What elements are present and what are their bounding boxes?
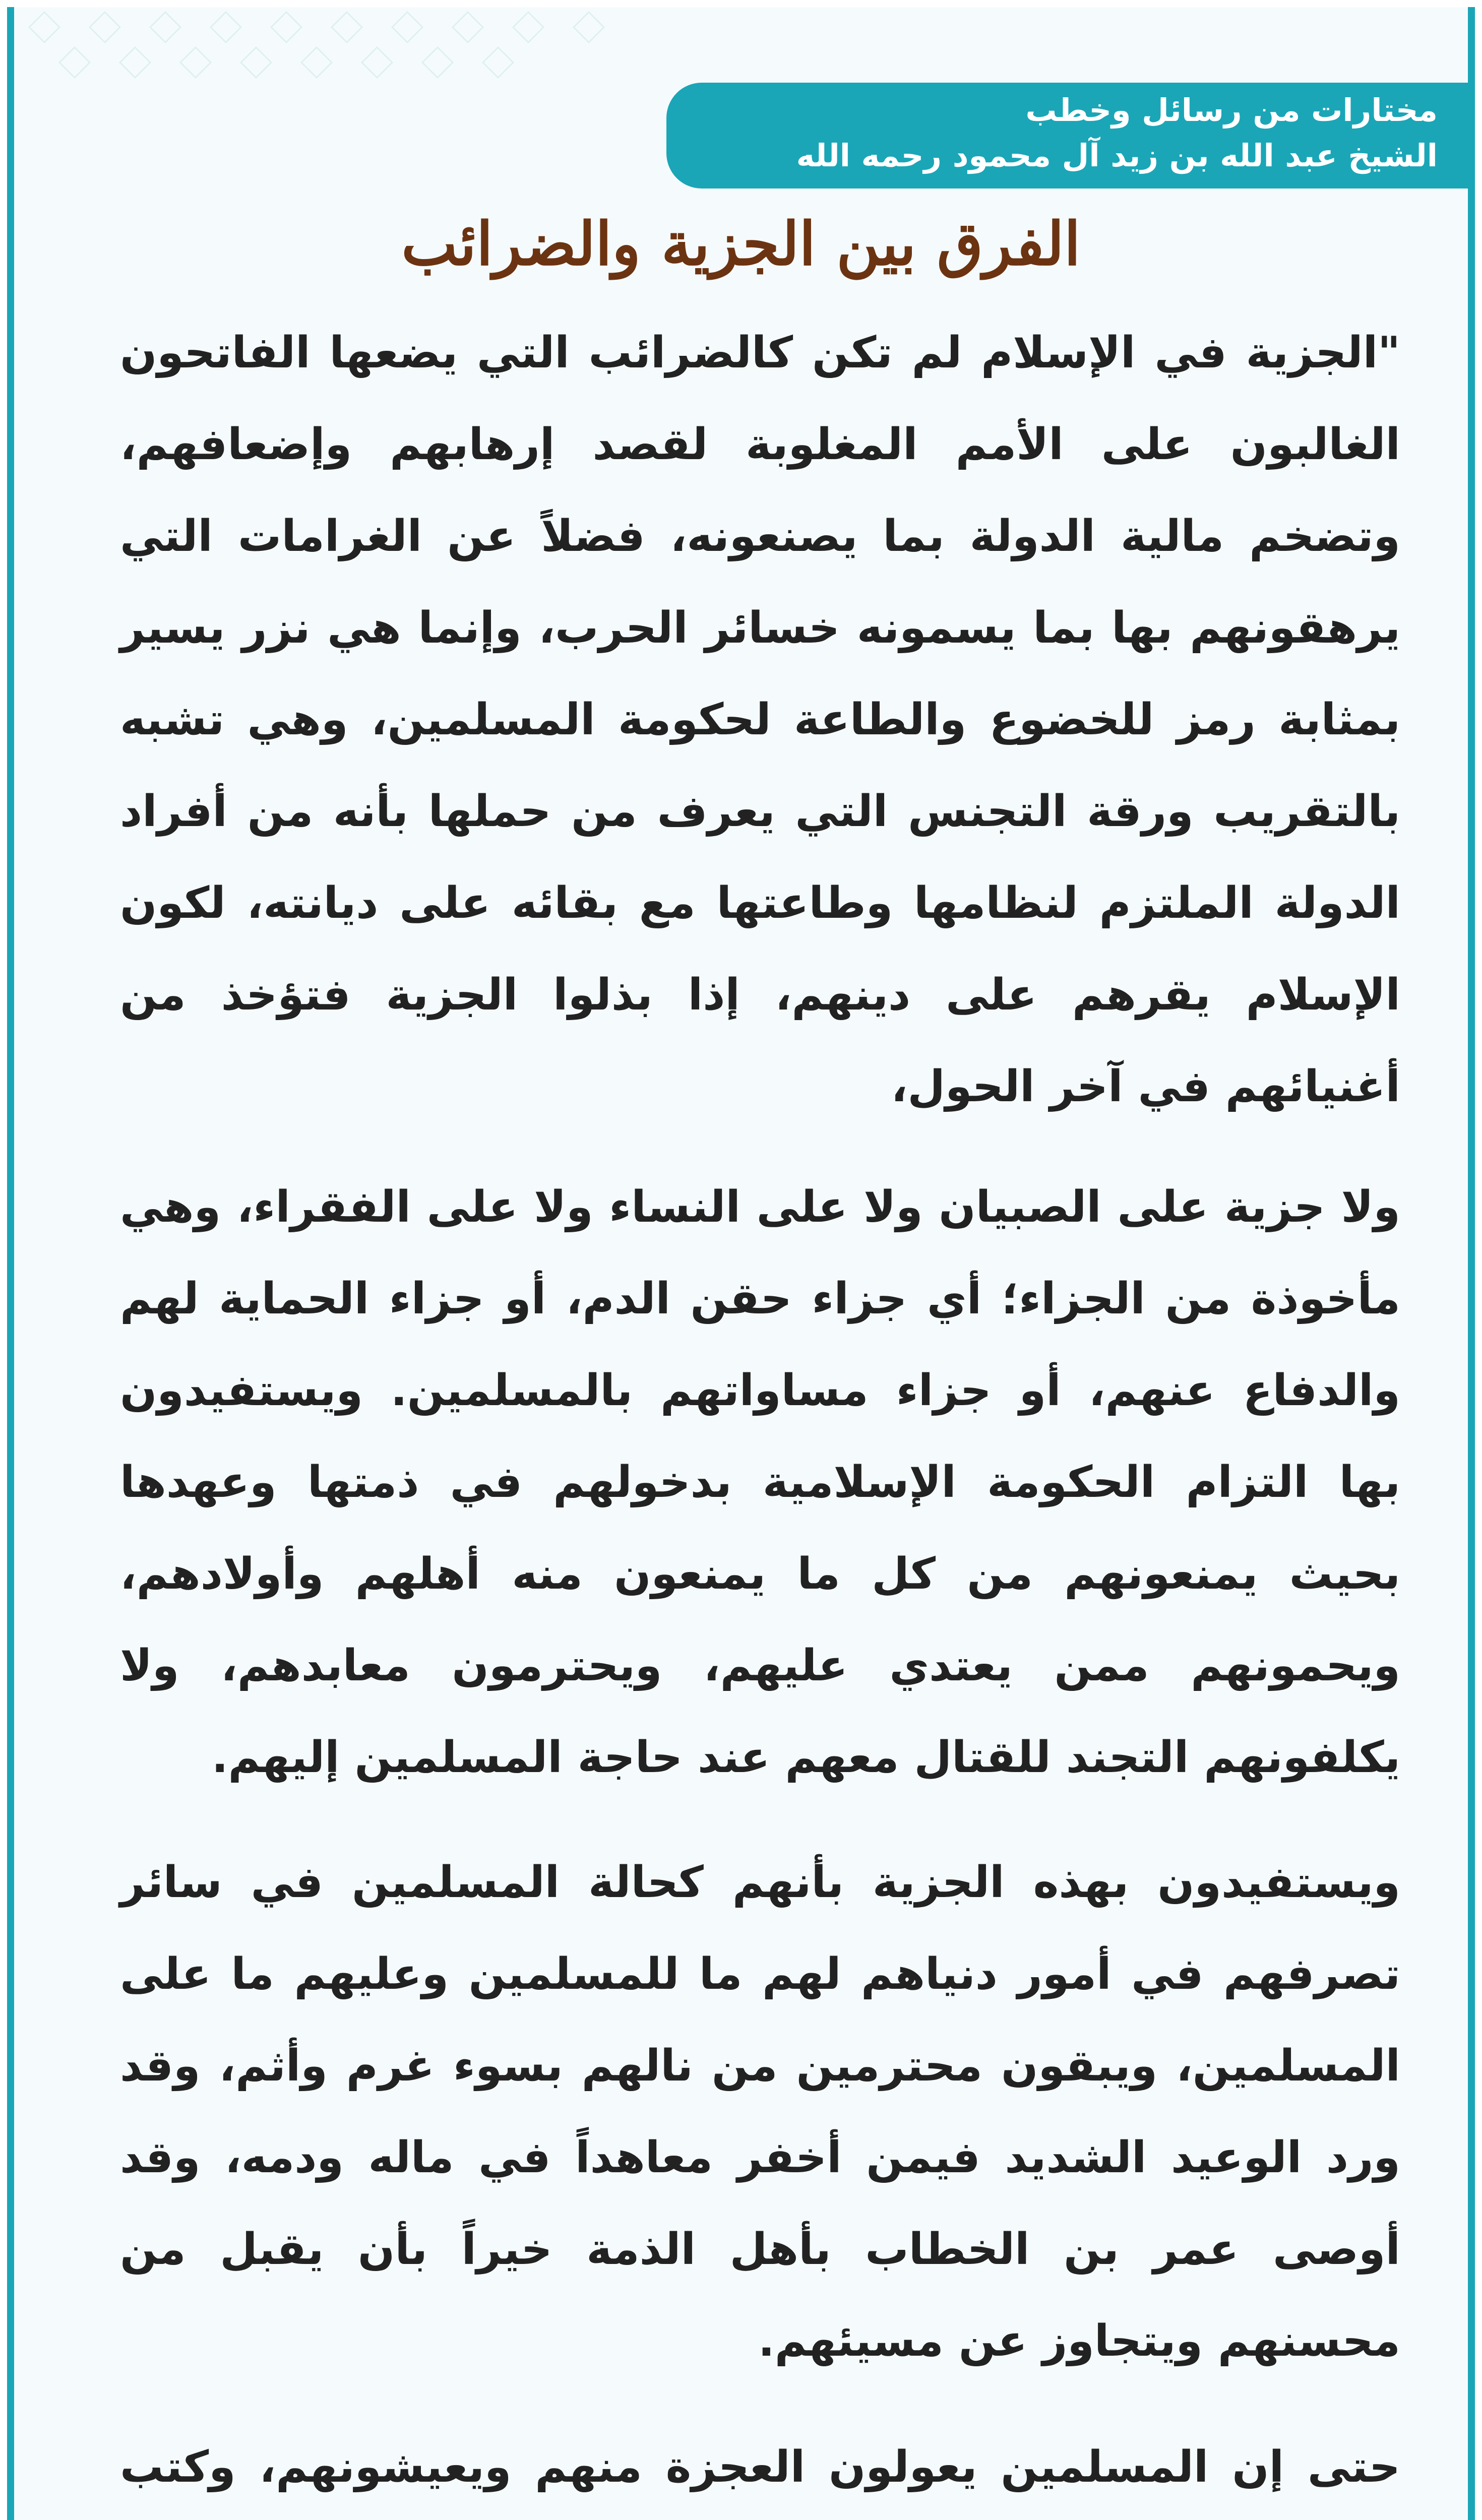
paragraph-3: ويستفيدون بهذه الجزية بأنهم كحالة المسلمين في سائر تصرفهم في أمور دنياهم لهم ما للمسلمين وعليهم ما على المسلمين، ويبقون محترمين من نالهم بسوء غرم وأثم، وقد ورد الوعيد الشديد فيمن أخفر معاهداً في ماله ودمه، وقد أوصى عمر بن الخطاب بأهل الذمة خيراً بأن يقبل من محسنهم ويتجاوز عن مسيئهم. [120,1857,1400,2366]
header-tab [666,83,1468,188]
header-line-2: الشيخ عبد الله بن زيد آل محمود رحمه الله [796,137,1438,174]
page-frame [7,7,1475,2520]
paragraph-1: "الجزية في الإسلام لم تكن كالضرائب التي يضعها الفاتحون الغالبون على الأمم المغلوبة لقصد إرهابهم وإضعافهم، وتضخم مالية الدولة بما يصنعونه، فضلاً عن الغرامات التي يرهقونهم بها بما يسمونه خسائر الحرب، وإنما هي نزر يسير بمثابة رمز للخضوع والطاعة لحكومة المسلمين، وهي تشبه بالتقريب ورقة التجنس التي يعرف من حملها بأنه من أفراد الدولة الملتزم لنظامها وطاعتها مع بقائه على ديانته، لكون الإسلام يقرهم على دينهم، إذا بذلوا الجزية فتؤخذ من أغنيائهم في آخر الحول، [120,328,1400,1112]
header-line-1: مختارات من رسائل وخطب [1025,92,1438,129]
paragraph-4: حتى إن المسلمين يعولون العجزة منهم ويعيشونهم، وكتب [120,2442,1400,2492]
paragraph-2: ولا جزية على الصبيان ولا على النساء ولا على الفقراء، وهي مأخوذة من الجزاء؛ أي جزاء حقن الدم، أو جزاء الحماية لهم والدفاع عنهم، أو جزاء مساواتهم بالمسلمين. ويستفيدون بها التزام الحكومة الإسلامية بدخولهم في ذمتها وعهدها بحيث يمنعونهم من كل ما يمنعون منه أهلهم وأولادهم، ويحمونهم ممن يعتدي عليهم، ويحترمون معابدهم، ولا يكلفونهم التجند للقتال معهم عند حاجة المسلمين إليهم. [120,1182,1400,1783]
page-title: الفرق بين الجزية والضرائب [401,209,1081,279]
decorative-pattern [14,7,720,88]
